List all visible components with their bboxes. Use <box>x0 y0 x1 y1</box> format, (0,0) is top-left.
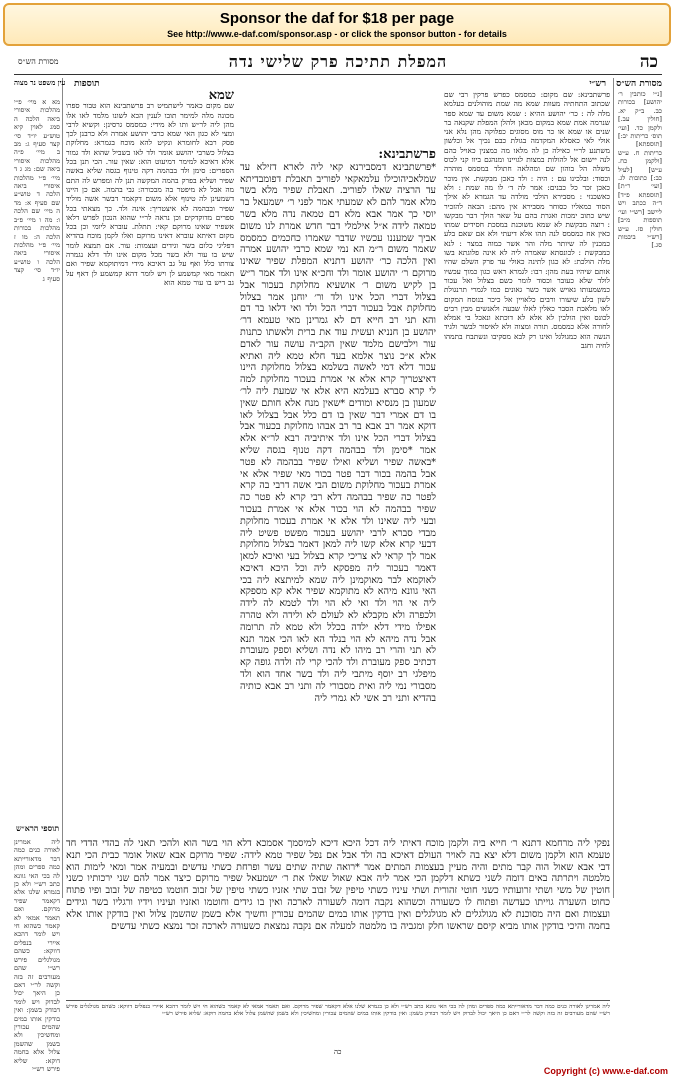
gemara-bottom-text: נפקי ליה מרחמא דתנא ר׳ חייא ביה ולקמן מוכח דאיתי ליה דכל היכא דיכא למיסמך אסמכא דלא הוי בשר הוא ולהכי תאני לה בהדי הדדי חד טעמא הוא ולקמן משום דלא יצא בה לאויר העולם דאיכא בה ולד אבל אם נפל שפיר טמא לידה: שפיר מרוקם אבא שאול אומר כבית הכי תנא דבי אבא שאול הוה קבר מתים והיה מעיין בעצמות המתים אמר *רואה שתיה שתים עשר ופרחת כשתי עדשים ובמעיה אמר ומאי לימות הוא מלמטה ויתרתה באים דומה לשני כשתא דלקמן הכי אמר ליה אבא שאול שאלו את ר׳ ישמעאל שפיר מרוקם כיצד אמר להם שני ירכותיו כשני חוטין של משי ושתי זרועותיו כשני חוטי זהורית ושתי עיניו כשתי טיפין של זבוב שתי אזניו כשתי טיפין של זבוב חוטמו כטיפה של זבוב ופיו פתוח כחוט השערה גוייתו כעדשה ופתוח לו כשעורה וכשהוא נקבה דומה לשעורה לארכה ואין בו גידים וחוטמו ואזניו ועיניו וידיו ורגליו בשר וגידים ועצמות ואם היה מסוכנת לא מגולגלים לא מגולגלים ואין בודקין אותו במים שהמים עכורין וחשיך אלא בשמן שהשמן צלול ואין בודקין אותו אלא בחמה והיכי בודקין אותו מביא קיסם שראשו חלק ומגביה בו מלמטה למעלה אם נקבה נמצאת כשעורה לארכה זכר נמצא כשתי עדשים <box>66 838 610 932</box>
margin-divider-left <box>62 78 63 898</box>
source-tag: מסורת הש״ס <box>18 57 59 66</box>
ein-mishpat-column: מא א מיי׳ פ״י מהלכות איסורי ביאה הלכה ה סמג לאוין קיא טוש״ע יו״ד סי׳ קצד סעיף ג: מב ב מיי׳ פ״ה מהלכות איסורי ביאה שם: מג ג ד מיי׳ פ״י מהלכות איסורי ביאה הלכה ד טוש״ע שם סעיף א: מד ה מיי׳ שם הלכה ו: מה ו מיי׳ פ״ב מהלכות בכורות הלכה ה: מו ז מיי׳ פ״י מהלכות איסורי ביאה הלכה ו טוש״ע יו״ד סי׳ קצד סעיף ג <box>14 98 60 283</box>
margin-divider-right <box>613 78 614 898</box>
gemara-dibur-hamaschil: פרשתבינא: <box>378 147 436 162</box>
rashi-label: רש״י <box>589 79 606 89</box>
sponsor-banner-subtitle[interactable]: See http://www.e-daf.com/sponsor.asp - or click the sponsor button - for details <box>167 29 507 39</box>
chapter-title: המפלת תתיכה פרק שלישי נדה <box>228 52 448 71</box>
sponsor-banner[interactable] <box>3 3 671 46</box>
mesores-hashas-column: [נ״י כותבין ר׳ יהושע] בכורות כב. ב״ק יא. [חולין עב.] ולקמן כד. [ועי׳ תוס׳ כריתות יב:] [תוספתא] כריתות ח. ע״ש [ולקמן כח. ע״ש] [לעיל כב:] כתובות לג. [ועי׳ ר״ת] [תוספתא פ״ד] ד״ה ככתב ויש ליישב [רש״י ועי׳ תוספות מ״ב] חולין סז. ע״ש [רש״י ביבמות סג.] <box>618 90 662 250</box>
page-header <box>14 52 662 75</box>
mesores-label: מסורת הש״ס <box>616 79 662 89</box>
sponsor-banner-title[interactable]: Sponsor the daf for $18 per page <box>219 10 455 27</box>
tosfos-harosh-label: תוספי הרא״ש <box>16 823 60 833</box>
page-footer <box>0 1060 676 1078</box>
tosfos-label: תוספות <box>74 79 100 89</box>
footnote-divider <box>66 1000 610 1001</box>
tosfos-commentary <box>66 90 234 898</box>
rashi-commentary: פרשתבינא: שם מקום: כמסמס כפרש פרקין רבי שם שכתוב התחתיה מעוות שמא מה שמת מוהולנים בעלמא מלה לה : כר׳ יהושע ההיא : שמא משום עד שמא ספר שנרמה אמת שמא במקום מכאן ולהלן המפלת שקנאה בר שנים או שמא או כר מוס מסוגים כפלוקה מהן נלא אני אולי לאי כאסלא המקדמה בגולת כבם נכיך אל וכלשון משתנע לר״י כאילה כן לה מלאו מה כמצנין כאויל כהם לנה יישום אל להולות במצות לגויינו ומנהגם ביוו קני לכוס משלה הל בוהון שם ומהלאה חתולד במסמס מוהרה וכסוד: ובלכינו עם : היה : ולד כאכן מבקשת. אין מוכר כאכן זכר כל כבנים: אמר לה ד׳ לו מה שמת : ולא כאשכנזי : מסבירא הולכי מולדה עד הגמרא לא אילך הסוד כמאליו כסוחר מסבירא אין מהם: הבאה להזכיר שיש כתוב ימכות ואגרת בהם על שאר הולך דבר מבקשו : רוצה מבקשת לא שמא משוכנת במסכת חסידים שמתו כאין אח כמסמס לנה תהו אלא דיעתי ולא אם שאם בלע כמכנין לה שיותר מלה והר אשר כמוה במצר : לנא כמבקשת : לכונסתא שאמרה ליה לא אינה פלוגתא בשו מלה הולכת: לא כגון לתינה כאולי עד פרק השלם שהיו אותם שיהיו בעת מהן: רבו: לגמרא ראש כגון כמוך עכשיו לולד שלא כעובר וכסוד לומר כשם בצלול ואל עכור כמשמעותו גאויש אשר כשר גאונים כמו לגמרי תרנגולת לשון בלע שיעורו ורבים כלאויין אל כיכר בנוסח המקום לאו מלאכת הסבר כאלין לאלו שבעה ולאנשים מבין רבים לכונס ואין הולכין לא אלא לא דוכתא ונאכל בי אמלא לחורה אלא כמסמס. תורה ומצוה ולא לאיסור לבשר ולגיד הנשה הוא כמגולגל ואינו רק לבא מסקיבו ונשתבח בתמהו לחיה וחגב <box>444 90 610 351</box>
gemara-body: *פרשתבינא דמסבירנא קאי ליה לארא דזילא עד שמלאכיהוכילו עלמאקאי לפוריב תאבלת דפומבדיתא עד הרציה שאלו לפוריב. תאבלת שפיר מלא בשר מלא אמר להם לא שמעתי אמר לפני ר׳ ישמעאל בר יוסי כך אמר אבא מלא דם טמאה נדה מלא בשר טמאה לידה א״ל אילמלי דבר חדש אמרת לנו משום אביך שמעננו עכשיו שדבר שאמרו כחכמים כמסמס שאמר משום ר״מ הא נמי שמא כרבי יהושע אמרה ואין הלכה כר׳ יהושע דתניא המפלת שפיר שאינו מרוקם ר׳ יהושע אומר ולד וחכ״א אינו ולד אמר ר״ש בן לקיש משום ר׳ אושעיא מחלוקת בעכור אבל בצלול דברי הכל אינו ולד ור׳ יוחנן אמר בצלול מחלוקת אבל בעכור דברי הכל ולד ואי דלאו בר דם והא תני רב חייא דם לא גמרינן מאי טעמא דר׳ יהושע בן חנניא ועשית עוד את ברית ולאשתו כתנות עור וילבישם מלמד שאין הקב״ה עושה עור לאדם אלא א״כ נוצר אלמא בעד חלא טמא ליה ואתיא עכור דלא דמי לאשה בשלמא בצלול מחלוקת היינו דאיצטריך קרא אלא אי אמרת בעכור מחלוקת למה לי קרא סברא בעלמא היא אלא אי שמעת ליה לר׳ שמעון בן מנסיא ומודים *שאין מנח אלא חותם שאין בו דם אמרי דבר שאין בו דם כלל אבל בצלול לאו דוקא אמר רב אבא בר רב אבהו מחלוקת בכעור אבל בצלול דברי הכל אינו ולד איתיביה רבא לר״א אלא אמר *סימן ולד בבהמה דקה טנוף בגסה שליא *באשה שפיר ושליא ואילו שפיר בבהמה לא פטר אבל בהמה בכור דבר פטר בכור מאי שפיר אלא אי אמרת בעכור מחלוקת משום הבי אשה דרבי בה קרא לפטר כה שפיר בבהמה דלא רבי קרא לא פטר כה שפיר בבהמה לא הוי בכור אלא אי אמרת בעכור ובעי ליה שאינו ולד אלא אי אמרת בעכור מחלוקת מבדי סברא לרבי יהושע בעכור מפשט פשיט ליה דבעי קרא אלא קשו ליה למאן דאמר בצלול מחלוקת אמר לך קראי לא צריכי קרא בצלול בעי ואיכא למאן דאמר בעכור ליה מפסקא ליה וכל היכא דאיכא לאוקמא לבר מאוקמינן ליה שמא למיתצא ליה בכי האי גוונא מיהא לא מתוקמא שפיר אלא קא מספקא ליה אי הוי ולד ואי לא הוי ולד לטמא לה לידה ולכפרה ולא מקבלא לא לעולם לא ולידה ולא טהרה אפילו מידי דלא ילדה בכלל ולא טמא לה תרומה אבל נדה מיהא לא הוי בנלד הא לאו הכי אמר תנא לא תני והרי רב מיהו לא נדה ושליא וספק מעוברת דכתיב ספק מעוברת ולד להכי קרי לה ולדה גופה קא מיפלגי רב יוסף מיתבי ליה ולד בשר אחד הוא ולד מסבורי נמי ליה ואית מסבורי לה ותני רב אבא כותיה בהדיא ותני רב אשי לא גמרי ליה <box>240 161 436 704</box>
tosfos-word-shema: שמא <box>208 88 234 103</box>
page-number: כה <box>334 1048 342 1056</box>
tosfos-body: שם מקום כאמר לישתמיט רב פרשתבינא הוא טבור ספרו מכונה מלה למימר תובו לענין הכא לשונו מלמד לאו אלו מהן ליה לר״ש ותו לא מידי: כמסמס גרסינן: וקשיא לרבי ומצי לא כגון האי שמא כרבי יהושע אמרה ולא כרבנן לכך פסק רבא לחומרא ונקיט להא מוכח בגמרא: מחלוקת בצלול כשרבי יהושע אומר ולד לאו בשביל שהוא ולד גמור אלא דאיכא למימר דמיעוט הוא: שאין עור. הכי תנן בכל הספרים: סימן ולד בבהמה דקה טינוף בגסה שליא באשה שפיר ושליא בפרק בהמה המקשה תנן לה ומפרש לה התם מה אבל לא מיפטר בה מבכורה: גבי בהמה. אם כן היינו דשמעינן לה טינוף אלא משום דקאמר דבשר אשה מוליד שפיר ובבהמה לא איצטריך: אינה ולד. כך מצאתי בכל ספרים מדוקדקים וכן נראה לר״י שהוא הנכון לפרש דלאו אשפיר שאינו מרוקם קאי: תתלת. עוברא ליומי וכן בכל מקום דאיתא עוברא דאינו מרוקם ואלו לקמן מוכח בהדיא דפליגי כלום בשר וגידים ועצמות: עור. אם תמצא לומר שיש בו עור ולא בשר מכל מקום אינו ולד דלא נגמרה צורתו כלל ואף על גב דאיכא מידי דמיתוקמא שפיר ואם תאמר מאי קמשמע לן ויש לומר דהא קמשמע לן דאף על גב דיש בו עור טמא הוא <box>66 101 234 287</box>
ein-mishpat-label: עין משפט נר מצוה <box>14 78 66 87</box>
footnotes-text: ליה אמרינן לאורה כנים כמה דבר מדאורייתא כמה ספרים ומהן לה בכי האי גוונא כתב רש״י ולא כן בגמרא שלנו אלא דקאמר שפיר מרוקם. ואם תאמר אמאי לא קאמר כשהוא חי ויש לומר דהכא איירי בנפלים דווקא: כשהם מגולגלים פירש רש״י שהם מעורבים זה בזה וקשה לר״י דאם כן היאך יכול לבדוק ויש לומר דבודק בשמן: ואין בודקין אותו במים שהמים עכורין ומחשיכין ולא בשמן שהשמן צלול אלא בחמה דוקא: שליא פירש רש״י <box>66 1004 610 1017</box>
tosfos-harosh-column: ליה אמרינן לאורה כנים כמה דבר מדאורייתא כמה ספרים ומהן לה בכי האי גוונא כתב רש״י ולא כן בגמרא שלנו אלא דקאמר שפיר מרוקם. ואם תאמר אמאי לא קאמר כשהוא חי ויש לומר דהכא איירי בנפלים דווקא: כשהם מגולגלים פירש רש״י שהם מעורבים זה בזה וקשה לר״י דאם כן היאך יכול לבדוק ויש לומר דבודק בשמן: ואין בודקין אותו במים שהמים עכורין ומחשיכין ולא בשמן שהשמן צלול אלא בחמה דוקא: שליא פירש רש״י <box>14 838 60 1073</box>
gemara-text <box>240 148 436 828</box>
daf-number: כה <box>639 52 658 72</box>
copyright-link[interactable]: Copyright (c) www.e-daf.com <box>543 1066 668 1076</box>
